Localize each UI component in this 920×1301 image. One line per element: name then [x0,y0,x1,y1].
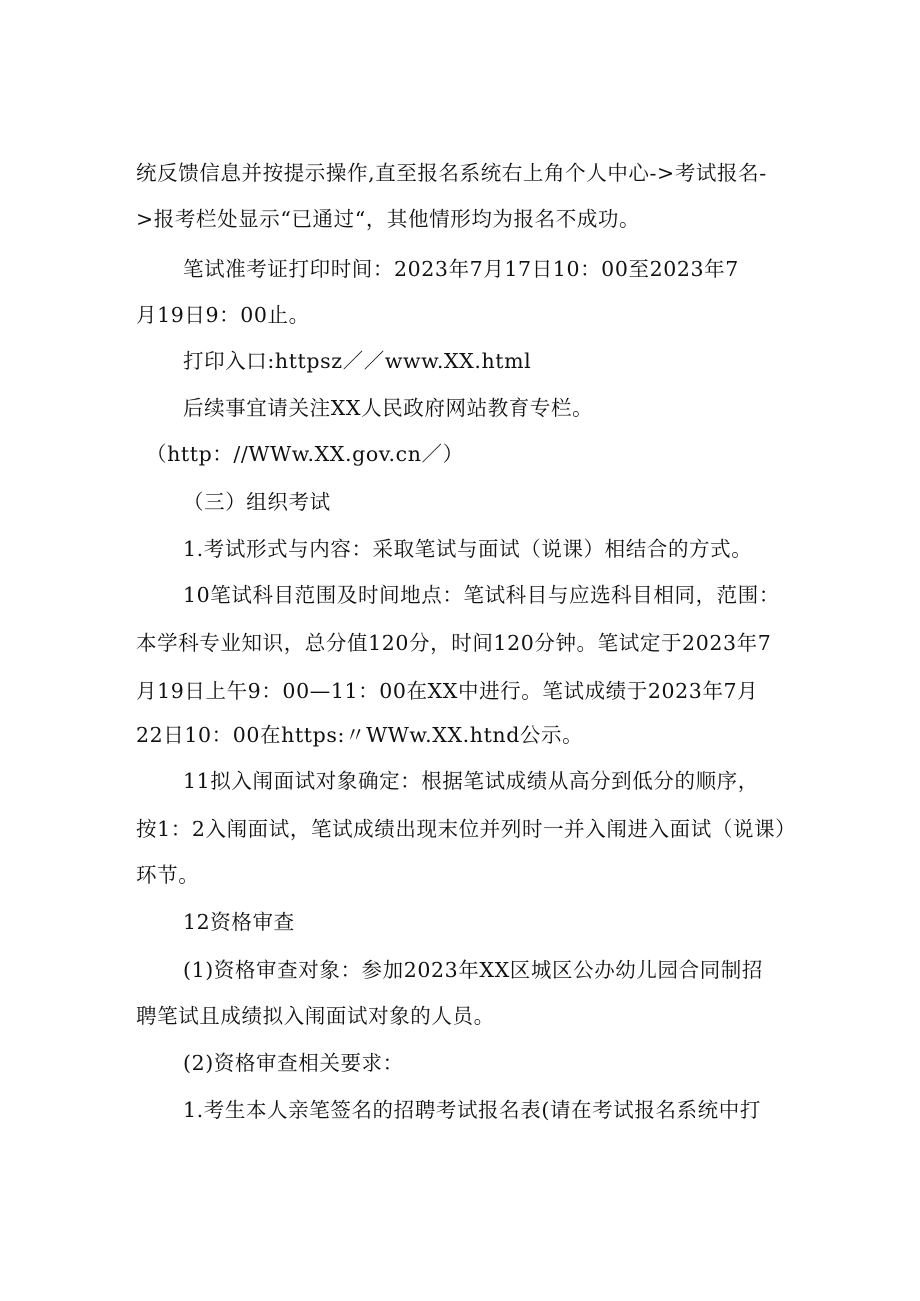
text-line: 打印入口:httpsz／／www.XX.html [183,349,532,373]
text-line: 1.考生本人亲笔签名的招聘考试报名表(请在考试报名系统中打 [183,1098,761,1122]
text-line: 月19日上午9：00—11：00在XX中进行。笔试成绩于2023年7月 [136,679,759,703]
text-line: 22日10：00在https:〃WWw.XX.htnd公示。 [136,723,584,747]
text-line: 10笔试科目范围及时间地点：笔试科目与应选科目相同，范围： [183,583,780,607]
text-line: （http：//WWw.XX.gov.cn／） [146,442,464,466]
text-line: 本学科专业知识，总分值120分，时间120分钟。笔试定于2023年7 [136,631,772,655]
text-line: 12资格审查 [183,910,295,934]
text-line: 按1：2入闱面试，笔试成绩出现末位并列时一并入闱进入面试（说课） [136,817,797,841]
text-line: 笔试准考证打印时间：2023年7月17日10：00至2023年7 [183,257,739,281]
text-line: 月19日9：00止。 [136,303,310,327]
text-line: >报考栏处显示“已通过“，其他情形均为报名不成功。 [136,207,641,231]
text-line: 后续事宜请关注XX人民政府网站教育专栏。 [183,396,594,420]
text-line: 1.考试形式与内容：采取笔试与面试（说课）相结合的方式。 [183,537,753,561]
text-line: 聘笔试且成绩拟入闱面试对象的人员。 [136,1004,495,1028]
text-line: (2)资格审查相关要求： [183,1051,404,1075]
text-line: 11拟入闱面试对象确定：根据笔试成绩从高分到低分的顺序， [183,769,759,793]
section-heading: （三）组织考试 [183,490,331,514]
text-line: 统反馈信息并按提示操作,直至报名系统右上角个人中心->考试报名- [136,161,767,185]
text-line: (1)资格审查对象：参加2023年XX区城区公办幼儿园合同制招 [183,958,763,982]
text-line: 环节。 [136,863,200,887]
